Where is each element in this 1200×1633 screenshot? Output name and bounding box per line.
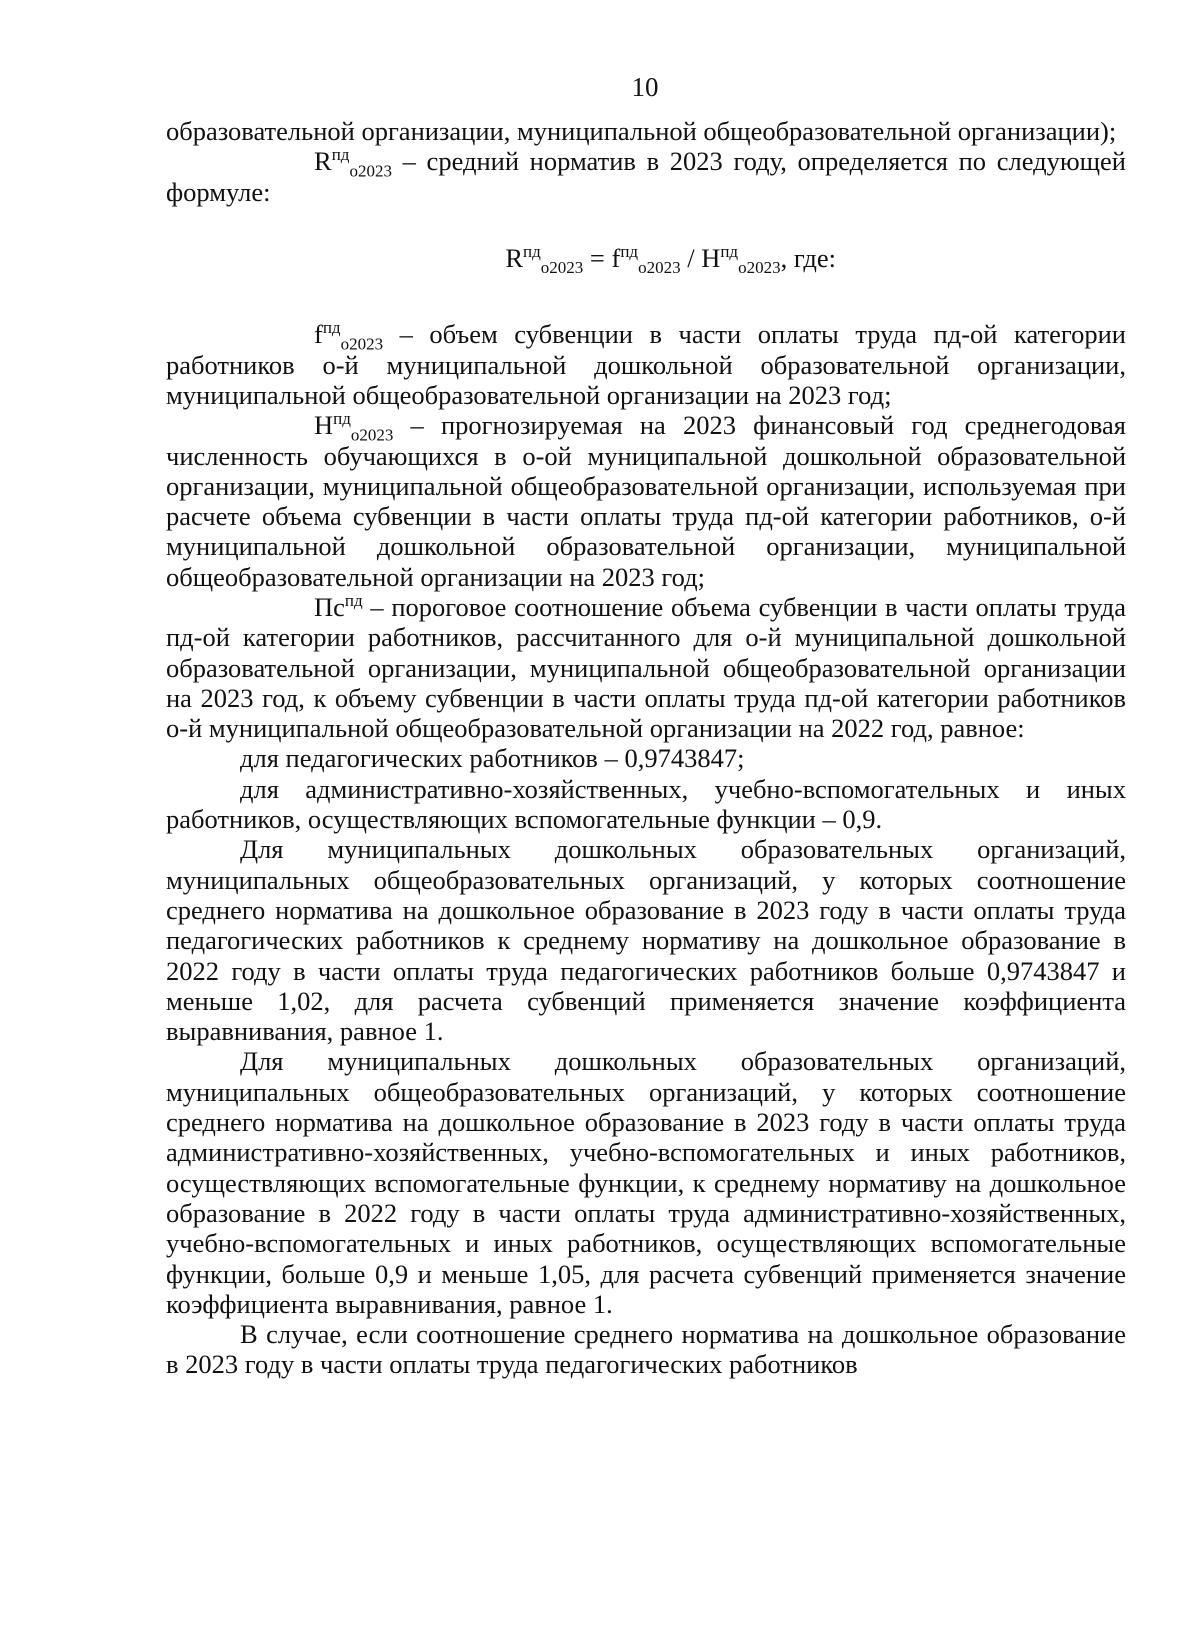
symbol-ps: $Пс^{пд}$: [314, 591, 363, 622]
paragraph-2: $R^{пд}_{о2023}$ – средний норматив в 2023 году, определяется по следующей формуле:: [166, 145, 1126, 207]
page-number: 10: [631, 72, 659, 102]
paragraph-1: образовательной организации, муниципальной общеобразовательной организации);: [166, 116, 1117, 146]
document-body: [166, 116, 1126, 1380]
symbol-f: $f^{пд}_{о2023}$: [314, 318, 384, 354]
paragraph-6: для педагогических работников – 0,9743847;: [240, 743, 745, 774]
symbol-r: $R^{пд}_{о2023}$: [314, 145, 392, 181]
paragraph-9: Для муниципальных дошкольных образовательных организаций, муниципальных общеобразовательных организаций, у которых соотношение среднего норматива на дошкольное образование в 2023 году в части оплаты труда административно-хозяйственных, учебно-вспомогательных и иных работников, осуществляющих вспомогательные функции, к среднему нормативу на дошкольное образование в 2022 году в части оплаты труда административно-хозяйственных, учебно-вспомогательных и иных работников, осуществляющих вспомогательные функции, больше 0,9 и меньше 1,05, для расчета субвенций применяется значение коэффициента выравнивания, равное 1.: [166, 1046, 1126, 1319]
paragraph-3: $f^{пд}_{о2023}$ – объем субвенции в части оплаты труда пд-ой категории работников о-й муниципальной дошкольной образовательной организации, муниципальной общеобразовательной организации на 2023 год;: [166, 318, 1126, 410]
paragraph-5: $Пс^{пд}$ – пороговое соотношение объема субвенции в части оплаты труда пд-ой категории работников, рассчитанного для о-й муниципальной дошкольной образовательной организации, муниципальной общеобразовательной организации на 2023 год, к объему субвенции в части оплаты труда пд-ой категории работников о-й муниципальной общеобразовательной организации на 2022 год, равное:: [166, 591, 1126, 744]
paragraph-8: Для муниципальных дошкольных образовательных организаций, муниципальных общеобразовательных организаций, у которых соотношение среднего норматива на дошкольное образование в 2023 году в части оплаты труда педагогических работников к среднему нормативу на дошкольное образование в 2022 году в части оплаты труда педагогических работников больше 0,9743847 и меньше 1,02, для расчета субвенций применяется значение коэффициента выравнивания, равное 1.: [166, 834, 1126, 1047]
symbol-h: $H^{пд}_{о2023}$: [314, 409, 394, 445]
formula: $R^{пд}_{о2023} = f^{пд}_{о2023} / H^{пд}_{о2023}$, где:: [505, 241, 836, 278]
paragraph-4: $H^{пд}_{о2023}$ – прогнозируемая на 2023 финансовый год среднегодовая численность обучающихся в о-ой муниципальной дошкольной образовательной организации, муниципальной общеобразовательной организации, используемая при расчете объема субвенции в части оплаты труда пд-ой категории работников, о-й муниципальной дошкольной образовательной организации, муниципальной общеобразовательной организации на 2023 год;: [166, 409, 1126, 592]
paragraph-7: для административно-хозяйственных, учебно-вспомогательных и иных работников, осуществляющих вспомогательные функции – 0,9.: [166, 773, 1126, 835]
paragraph-10: В случае, если соотношение среднего норматива на дошкольное образование в 2023 году в части оплаты труда педагогических работников: [166, 1319, 1126, 1380]
